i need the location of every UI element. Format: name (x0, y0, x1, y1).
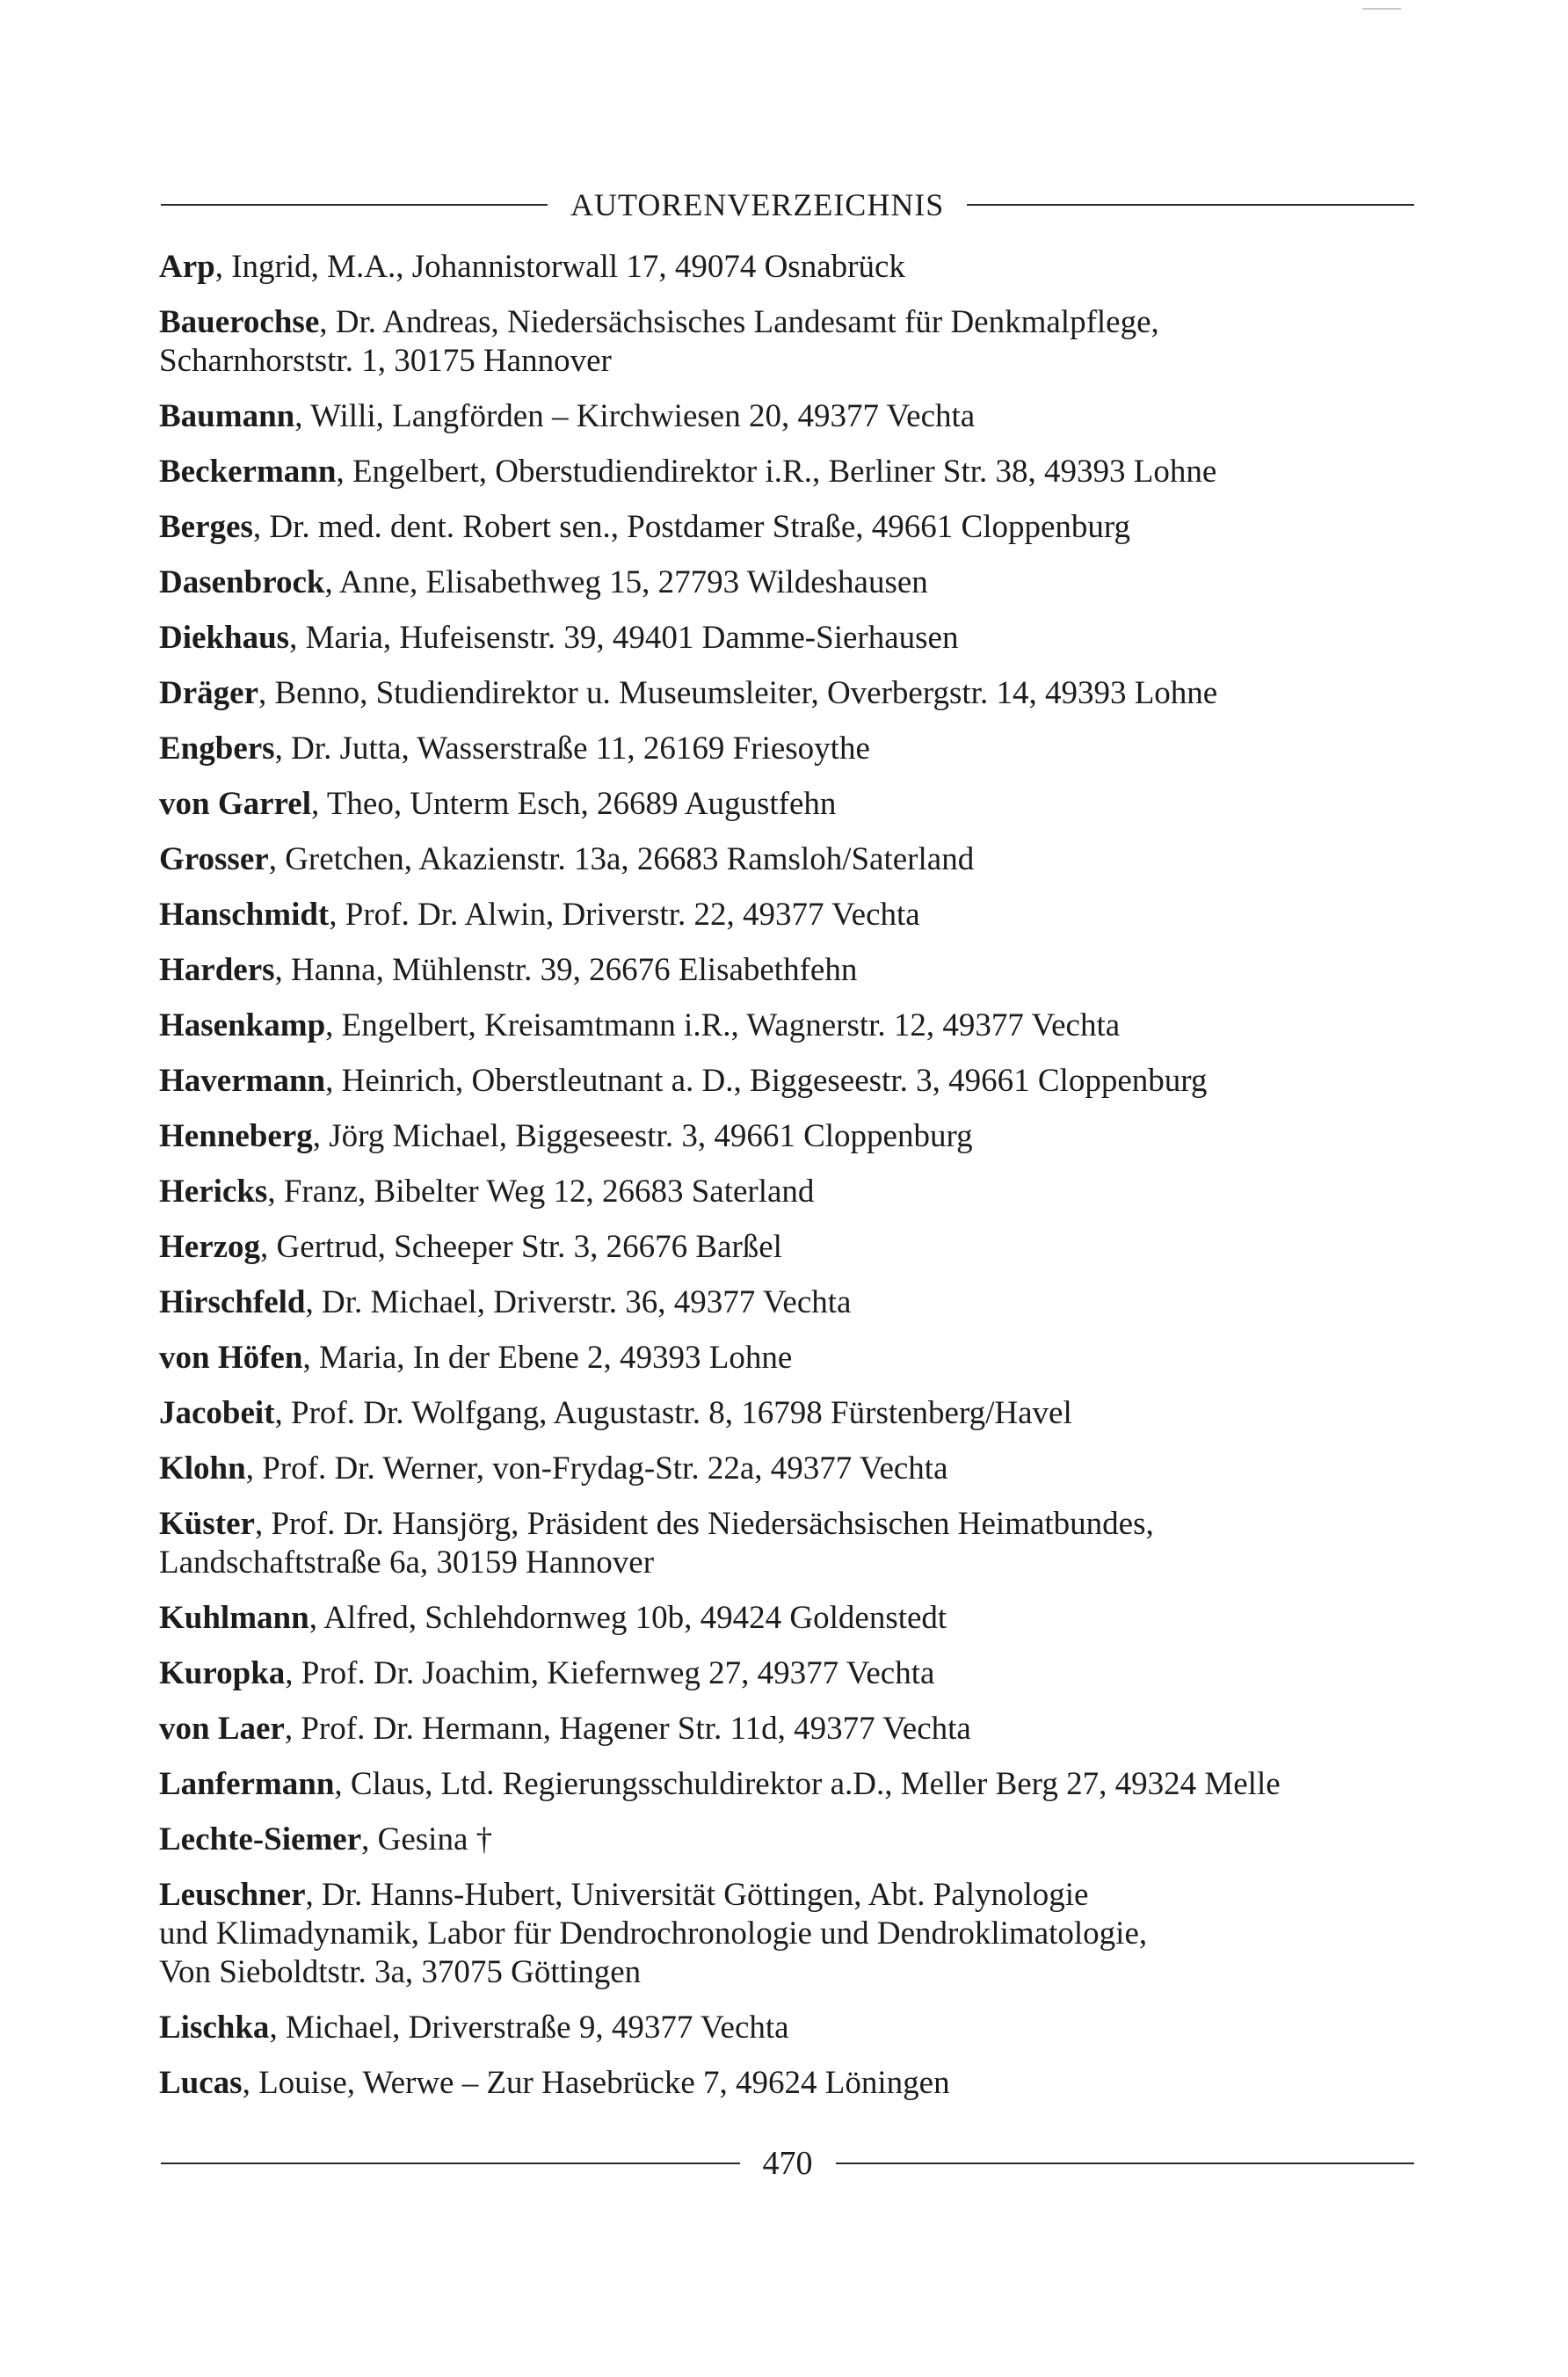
author-entry (159, 1117, 1425, 1156)
entry-line (159, 840, 1425, 879)
author-surname: Engbers (159, 731, 275, 767)
entry-line (159, 1228, 1425, 1267)
author-entry (159, 1654, 1425, 1693)
author-surname: Dasenbrock (159, 564, 325, 600)
footer-rule-right (836, 2163, 1415, 2164)
scan-mark (1362, 8, 1401, 10)
entry-line (159, 1505, 1425, 1544)
author-details: , Theo, Unterm Esch, 26689 Augustfehn (311, 786, 837, 822)
author-details: , Dr. Andreas, Niedersächsisches Landesamt für Denkmalpflege, (319, 304, 1159, 340)
author-surname: Lischka (159, 2010, 270, 2046)
running-header (161, 183, 1414, 227)
author-entry (159, 303, 1425, 381)
author-details: , Dr. Michael, Driverstr. 36, 49377 Vechta (305, 1284, 852, 1320)
author-surname: Bauerochse (159, 304, 320, 340)
author-surname: Kuhlmann (159, 1600, 309, 1636)
entry-line (159, 397, 1425, 436)
author-details: , Engelbert, Kreisamtmann i.R., Wagnerstr. 12, 49377 Vechta (325, 1007, 1121, 1043)
author-details: und Klimadynamik, Labor für Dendrochronologie und Dendroklimatologie, (159, 1915, 1148, 1952)
author-details: , Louise, Werwe – Zur Hasebrücke 7, 49624 Löningen (242, 2065, 950, 2101)
author-entry (159, 1505, 1425, 1582)
author-surname: Havermann (159, 1063, 326, 1099)
entry-line (159, 303, 1425, 342)
author-surname: Grosser (159, 841, 269, 877)
page-number: 470 (762, 2145, 813, 2182)
author-surname: Klohn (159, 1450, 246, 1487)
author-entry (159, 896, 1425, 934)
author-surname: Henneberg (159, 1118, 313, 1154)
entry-line (159, 674, 1425, 713)
entry-line (159, 951, 1425, 990)
author-entry (159, 1228, 1425, 1267)
author-details: , Dr. Hanns-Hubert, Universität Göttingen, Abt. Palynologie (305, 1877, 1089, 1913)
author-list (159, 248, 1425, 2119)
entry-line (159, 453, 1425, 491)
author-surname: Baumann (159, 398, 295, 434)
author-details: , Gertrud, Scheeper Str. 3, 26676 Barßel (260, 1229, 782, 1265)
author-entry (159, 619, 1425, 658)
page-footer (161, 2141, 1414, 2185)
author-details: , Dr. med. dent. Robert sen., Postdamer Straße, 49661 Cloppenburg (252, 509, 1131, 545)
entry-line (159, 1450, 1425, 1488)
author-details: , Prof. Dr. Werner, von-Frydag-Str. 22a, 49377 Vechta (245, 1450, 948, 1487)
author-details: , Maria, In der Ebene 2, 49393 Lohne (302, 1340, 793, 1376)
author-entry (159, 840, 1425, 879)
entry-line (159, 563, 1425, 602)
author-entry (159, 508, 1425, 547)
header-rule-left (161, 204, 548, 206)
author-entry (159, 1765, 1425, 1804)
author-entry (159, 1710, 1425, 1748)
author-surname: von Höfen (159, 1340, 303, 1376)
author-surname: Diekhaus (159, 620, 290, 656)
author-entry (159, 1062, 1425, 1101)
author-surname: Beckermann (159, 454, 337, 490)
entry-line (159, 1654, 1425, 1693)
author-entry (159, 1876, 1425, 1992)
entry-line (159, 248, 1425, 287)
author-entry (159, 1283, 1425, 1322)
author-surname: Leuschner (159, 1877, 306, 1913)
author-surname: Kuropka (159, 1655, 286, 1691)
author-details: , Gretchen, Akazienstr. 13a, 26683 Ramsloh/Saterland (268, 841, 975, 877)
author-entry (159, 1339, 1425, 1377)
author-details: Landschaftstraße 6a, 30159 Hannover (159, 1545, 655, 1581)
entry-line (159, 1544, 1425, 1582)
entry-line (159, 1117, 1425, 1156)
entry-line (159, 342, 1425, 381)
author-entry (159, 563, 1425, 602)
author-entry (159, 951, 1425, 990)
author-entry (159, 2009, 1425, 2047)
entry-line (159, 1062, 1425, 1101)
author-surname: Lucas (159, 2065, 243, 2101)
entry-line (159, 1876, 1425, 1915)
entry-line (159, 1953, 1425, 1992)
author-entry (159, 248, 1425, 287)
author-entry (159, 785, 1425, 824)
entry-line (159, 1915, 1425, 1953)
author-entry (159, 1450, 1425, 1488)
entry-line (159, 508, 1425, 547)
author-surname: Hanschmidt (159, 897, 330, 933)
author-details: , Claus, Ltd. Regierungsschuldirektor a.D., Meller Berg 27, 49324 Melle (334, 1766, 1281, 1802)
entry-line (159, 1173, 1425, 1211)
entry-line (159, 1283, 1425, 1322)
author-surname: Herzog (159, 1229, 261, 1265)
author-details: , Prof. Dr. Hermann, Hagener Str. 11d, 49377 Vechta (284, 1711, 971, 1747)
author-details: , Prof. Dr. Alwin, Driverstr. 22, 49377 Vechta (329, 897, 920, 933)
author-entry (159, 1599, 1425, 1638)
author-surname: von Garrel (159, 786, 311, 822)
author-surname: Küster (159, 1506, 255, 1542)
author-details: , Dr. Jutta, Wasserstraße 11, 26169 Friesoythe (274, 731, 870, 767)
entry-line (159, 2009, 1425, 2047)
author-surname: Berges (159, 509, 253, 545)
entry-line (159, 896, 1425, 934)
author-entry (159, 1173, 1425, 1211)
section-title: AUTORENVERZEICHNIS (570, 187, 945, 222)
author-details: Von Sieboldtstr. 3a, 37075 Göttingen (159, 1954, 642, 1990)
author-details: , Prof. Dr. Wolfgang, Augustastr. 8, 16798 Fürstenberg/Havel (274, 1395, 1072, 1431)
author-surname: Arp (159, 249, 215, 285)
author-details: , Gesina † (361, 1821, 493, 1857)
author-details: , Alfred, Schlehdornweg 10b, 49424 Goldenstedt (309, 1600, 947, 1636)
entry-line (159, 785, 1425, 824)
author-entry (159, 397, 1425, 436)
header-rule-right (967, 204, 1414, 206)
author-details: , Jörg Michael, Biggeseestr. 3, 49661 Cloppenburg (312, 1118, 973, 1154)
entry-line (159, 730, 1425, 768)
author-entry (159, 674, 1425, 713)
author-entry (159, 2064, 1425, 2103)
author-surname: Hericks (159, 1174, 268, 1210)
author-surname: Hasenkamp (159, 1007, 326, 1043)
author-details: , Franz, Bibelter Weg 12, 26683 Saterland (267, 1174, 815, 1210)
author-details: Scharnhorststr. 1, 30175 Hannover (159, 343, 612, 379)
author-surname: von Laer (159, 1711, 285, 1747)
author-details: , Benno, Studiendirektor u. Museumsleiter, Overbergstr. 14, 49393 Lohne (258, 675, 1218, 711)
author-details: , Ingrid, M.A., Johannistorwall 17, 49074 Osnabrück (214, 249, 905, 285)
author-entry (159, 1007, 1425, 1045)
entry-line (159, 1765, 1425, 1804)
entry-line (159, 619, 1425, 658)
author-details: , Michael, Driverstraße 9, 49377 Vechta (269, 2010, 789, 2046)
author-entry (159, 453, 1425, 491)
author-surname: Harders (159, 952, 275, 988)
author-surname: Lechte-Siemer (159, 1821, 362, 1857)
entry-line (159, 2064, 1425, 2103)
author-details: , Prof. Dr. Hansjörg, Präsident des Niedersächsischen Heimatbundes, (254, 1506, 1154, 1542)
entry-line (159, 1394, 1425, 1433)
author-surname: Dräger (159, 675, 258, 711)
author-details: , Heinrich, Oberstleutnant a. D., Biggeseestr. 3, 49661 Cloppenburg (325, 1063, 1208, 1099)
author-details: , Engelbert, Oberstudiendirektor i.R., Berliner Str. 38, 49393 Lohne (336, 454, 1217, 490)
author-surname: Lanfermann (159, 1766, 335, 1802)
author-surname: Hirschfeld (159, 1284, 306, 1320)
entry-line (159, 1339, 1425, 1377)
footer-rule-left (161, 2163, 740, 2164)
author-details: , Willi, Langförden – Kirchwiesen 20, 49377 Vechta (294, 398, 976, 434)
author-details: , Hanna, Mühlenstr. 39, 26676 Elisabethfehn (274, 952, 858, 988)
entry-line (159, 1710, 1425, 1748)
author-entry (159, 1394, 1425, 1433)
author-entry (159, 1821, 1425, 1859)
author-entry (159, 730, 1425, 768)
entry-line (159, 1599, 1425, 1638)
author-details: , Prof. Dr. Joachim, Kiefernweg 27, 49377 Vechta (285, 1655, 935, 1691)
author-surname: Jacobeit (159, 1395, 275, 1431)
entry-line (159, 1007, 1425, 1045)
author-details: , Maria, Hufeisenstr. 39, 49401 Damme-Sierhausen (289, 620, 959, 656)
author-details: , Anne, Elisabethweg 15, 27793 Wildeshausen (324, 564, 928, 600)
entry-line (159, 1821, 1425, 1859)
